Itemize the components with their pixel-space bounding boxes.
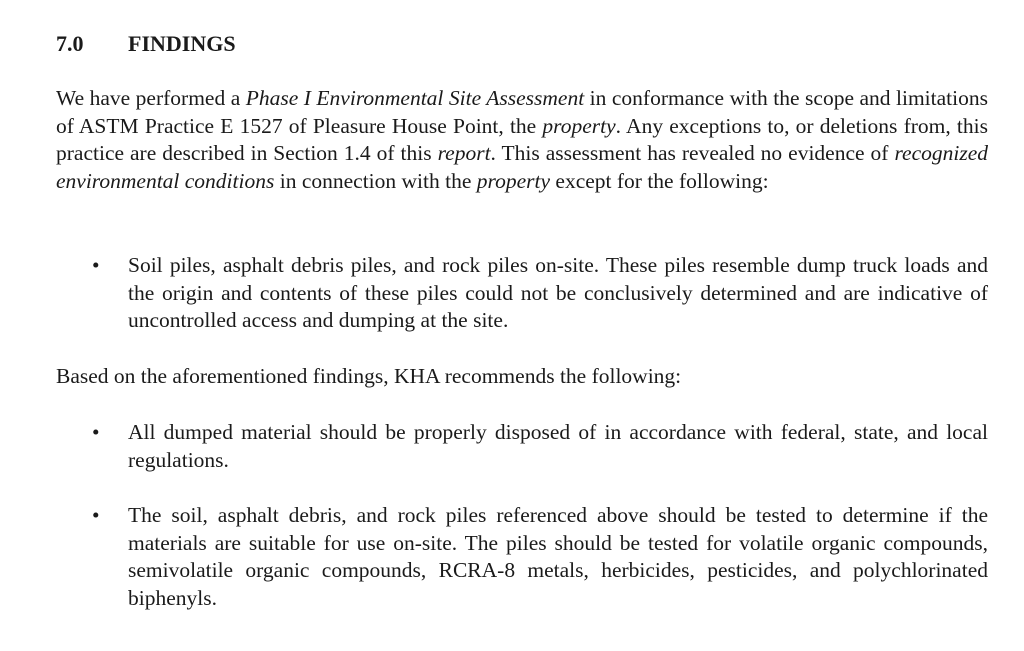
recommendation-bullet-item <box>56 502 988 613</box>
recommendation-intro-paragraph: Based on the aforementioned findings, KHA recommends the following: <box>56 364 682 388</box>
italic-term: property <box>476 169 551 194</box>
section-title: FINDINGS <box>128 31 236 56</box>
bullet-text: The soil, asphalt debris, and rock piles referenced above should be tested to determine if the materials are suitable for use on-site. The piles should be tested for volatile organic compounds, semivolatile organic compounds, RCRA-8 metals, herbicides, pesticides, and polychlorinated biphenyls. <box>128 503 988 611</box>
finding-bullet-item <box>56 252 988 335</box>
text-run: in connection with the <box>274 169 477 194</box>
italic-term: Phase I Environmental Site Assessment <box>245 86 585 110</box>
intro-paragraph <box>56 85 988 196</box>
italic-term: property <box>542 113 616 138</box>
bullet-icon: • <box>92 253 100 277</box>
italic-term: recognized environmental conditions <box>56 141 988 194</box>
text-run: in conformance with the scope and limitations of ASTM Practice E 1527 of Pleasure House Point, the <box>56 86 988 138</box>
text-run: We have performed a <box>56 86 246 110</box>
bullet-text: Soil piles, asphalt debris piles, and rock piles on-site. These piles resemble dump truck loads and the origin and contents of these piles could not be conclusively determined and are indicative of uncontrolled access and dumping at the site. <box>128 253 988 333</box>
bullet-text: All dumped material should be properly disposed of in accordance with federal, state, and local regulations. <box>128 420 988 472</box>
text-run: . Any exceptions to, or deletions from, this practice are described in Section 1.4 of this <box>56 113 988 166</box>
section-heading <box>56 30 236 58</box>
text-run: . This assessment has revealed no evidence of <box>490 141 895 166</box>
section-number: 7.0 <box>56 31 84 56</box>
bullet-icon: • <box>92 503 100 527</box>
text-run: except for the following: <box>550 169 769 194</box>
bullet-icon: • <box>92 420 100 444</box>
italic-term: report <box>437 141 491 166</box>
recommendation-bullet-item <box>56 419 988 474</box>
